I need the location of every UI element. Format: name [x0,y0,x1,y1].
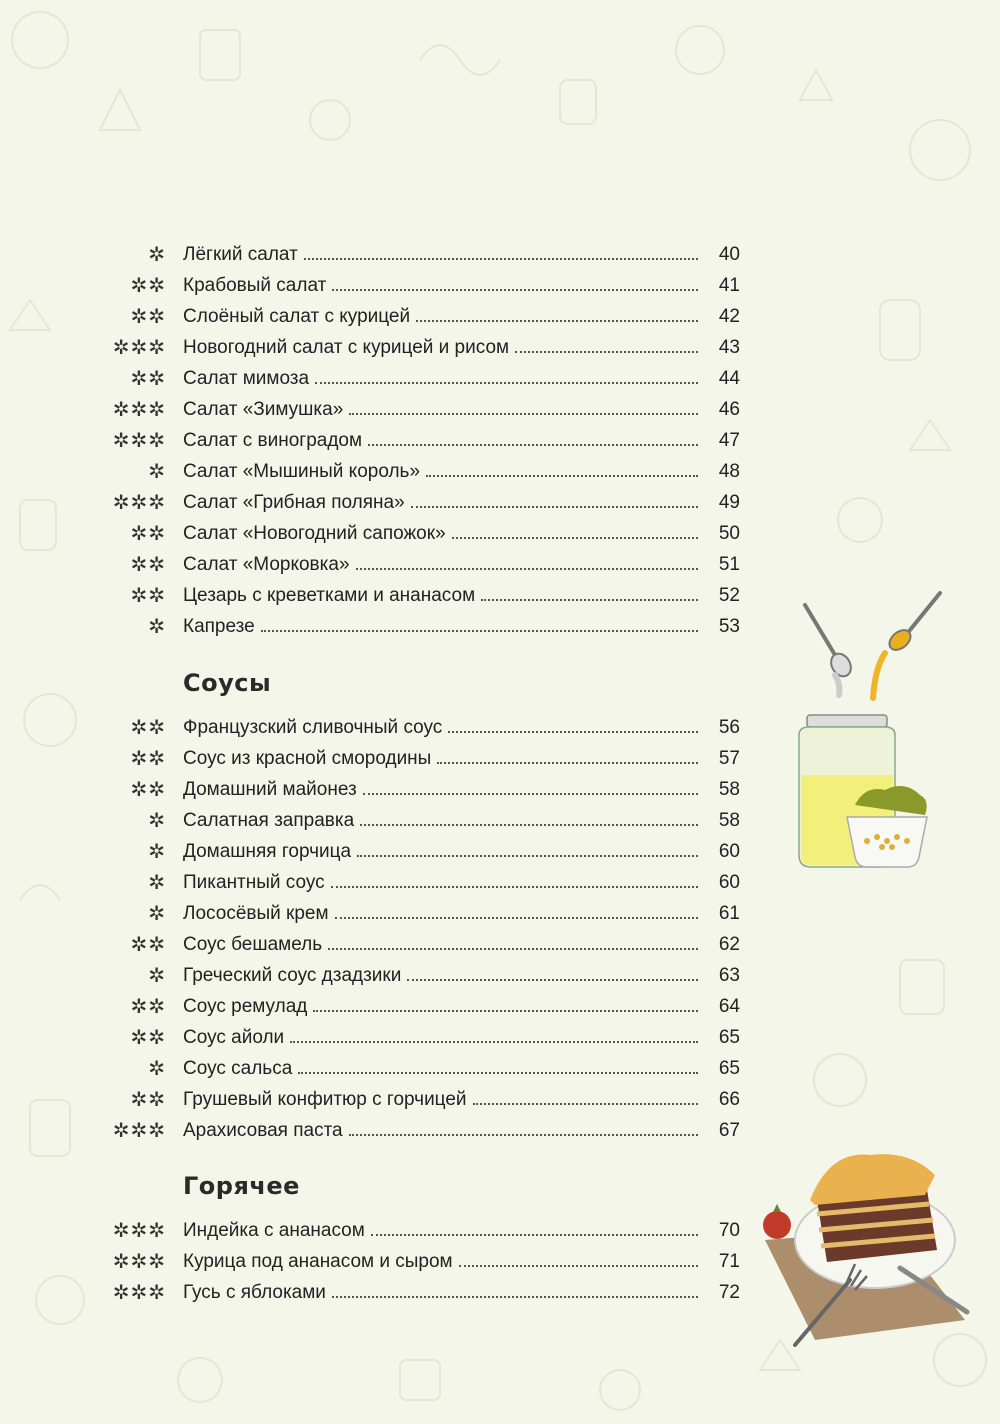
difficulty-stars: ✲✲ [130,934,166,956]
toc-entry[interactable] [100,992,740,1022]
entry-title: Пикантный соус [183,872,325,893]
toc-entry[interactable] [100,1216,740,1246]
page-number: 60 [718,872,740,893]
leader-dots [304,258,698,260]
toc-entry[interactable] [100,1247,740,1277]
page-number: 49 [718,492,740,513]
toc-entry[interactable] [100,899,740,929]
toc-entry[interactable] [100,713,740,743]
difficulty-stars: ✲✲ [130,779,166,801]
toc-entry[interactable] [100,961,740,991]
difficulty-stars: ✲✲ [130,523,166,545]
entry-title: Домашний майонез [183,779,357,800]
page-number: 42 [718,306,740,327]
difficulty-stars: ✲✲✲ [112,337,166,359]
difficulty-stars: ✲✲ [130,585,166,607]
leader-dots [360,824,698,826]
page-number: 53 [718,616,740,637]
leader-dots [473,1103,698,1105]
toc-entry[interactable] [100,806,740,836]
page-number: 70 [718,1220,740,1241]
page-number: 58 [718,810,740,831]
page-number: 43 [718,337,740,358]
page-number: 52 [718,585,740,606]
leader-dots [363,793,698,795]
page-number: 67 [718,1120,740,1141]
entry-title: Соус сальса [183,1058,293,1079]
entry-title: Домашняя горчица [183,841,352,862]
toc-entry[interactable] [100,1054,740,1084]
page-number: 60 [718,841,740,862]
entry-title: Салат «Новогодний сапожок» [183,523,446,544]
toc-entry[interactable] [100,519,740,549]
entry-title: Гусь с яблоками [183,1282,326,1303]
section-heading-hot-dishes: Горячее [183,1172,300,1200]
difficulty-stars: ✲✲ [130,1027,166,1049]
section-heading-sauces: Соусы [183,669,272,697]
entry-title: Новогодний салат с курицей и рисом [183,337,510,358]
entry-title: Курица под ананасом и сыром [183,1251,453,1272]
leader-dots [313,1010,698,1012]
page-number: 51 [718,554,740,575]
difficulty-stars: ✲✲✲ [112,1220,166,1242]
toc-entry[interactable] [100,426,740,456]
leader-dots [349,1134,698,1136]
difficulty-stars: ✲✲✲ [112,1251,166,1273]
entry-title: Салат «Мышиный король» [183,461,421,482]
leader-dots [368,444,698,446]
entry-title: Салат «Грибная поляна» [183,492,405,513]
leader-dots [349,413,698,415]
difficulty-stars: ✲✲✲ [112,1282,166,1304]
difficulty-stars: ✲✲ [130,306,166,328]
leader-dots [448,731,698,733]
page-number: 65 [718,1058,740,1079]
difficulty-stars: ✲ [148,965,166,987]
page-number: 63 [718,965,740,986]
difficulty-stars: ✲✲ [130,717,166,739]
leader-dots [459,1265,698,1267]
leader-dots [332,289,698,291]
difficulty-stars: ✲ [148,872,166,894]
leader-dots [437,762,698,764]
toc-entry[interactable] [100,395,740,425]
entry-title: Салат мимоза [183,368,310,389]
difficulty-stars: ✲✲ [130,368,166,390]
entry-title: Соус ремулад [183,996,308,1017]
leader-dots [371,1234,698,1236]
leader-dots [452,537,698,539]
page-number: 65 [718,1027,740,1048]
entry-title: Салатная заправка [183,810,355,831]
entry-title: Крабовый салат [183,275,327,296]
leader-dots [331,886,698,888]
page-number: 64 [718,996,740,1017]
toc-entry[interactable] [100,930,740,960]
toc-entry[interactable] [100,488,740,518]
leader-dots [328,948,698,950]
page-number: 47 [718,430,740,451]
leader-dots [411,506,698,508]
entry-title: Салат «Зимушка» [183,399,344,420]
page-number: 44 [718,368,740,389]
difficulty-stars: ✲ [148,903,166,925]
leader-dots [481,599,698,601]
entry-title: Слоёный салат с курицей [183,306,411,327]
leader-dots [298,1072,698,1074]
page-number: 72 [718,1282,740,1303]
difficulty-stars: ✲✲ [130,996,166,1018]
toc-entry[interactable] [100,364,740,394]
difficulty-stars: ✲ [148,461,166,483]
toc-entry[interactable] [100,744,740,774]
toc-entry[interactable] [100,1023,740,1053]
difficulty-stars: ✲✲ [130,748,166,770]
entry-title: Индейка с ананасом [183,1220,365,1241]
difficulty-stars: ✲✲✲ [112,492,166,514]
entry-title: Лёгкий салат [183,244,298,265]
leader-dots [515,351,698,353]
difficulty-stars: ✲ [148,616,166,638]
lasagna-plate-illustration [755,1140,980,1350]
difficulty-stars: ✲ [148,244,166,266]
page-number: 62 [718,934,740,955]
toc-entry[interactable] [100,271,740,301]
leader-dots [356,568,698,570]
difficulty-stars: ✲ [148,1058,166,1080]
leader-dots [407,979,698,981]
toc-entry[interactable] [100,1085,740,1115]
toc-entry[interactable] [100,837,740,867]
entry-title: Арахисовая паста [183,1120,343,1141]
toc-entry[interactable] [100,240,740,270]
toc-entry[interactable] [100,1116,740,1146]
page-number: 71 [718,1251,740,1272]
toc-entry[interactable] [100,457,740,487]
leader-dots [290,1041,698,1043]
entry-title: Французский сливочный соус [183,717,443,738]
page-number: 61 [718,903,740,924]
page-number: 50 [718,523,740,544]
page-number: 46 [718,399,740,420]
page-number: 48 [718,461,740,482]
difficulty-stars: ✲ [148,841,166,863]
page-number: 56 [718,717,740,738]
toc-entry[interactable] [100,612,740,642]
page-number: 41 [718,275,740,296]
entry-title: Соус из красной смородины [183,748,432,769]
difficulty-stars: ✲✲✲ [112,399,166,421]
entry-title: Соус бешамель [183,934,323,955]
toc-entry[interactable] [100,775,740,805]
entry-title: Греческий соус дзадзики [183,965,402,986]
difficulty-stars: ✲ [148,810,166,832]
difficulty-stars: ✲✲ [130,554,166,576]
leader-dots [315,382,698,384]
leader-dots [357,855,698,857]
entry-title: Лососёвый крем [183,903,329,924]
leader-dots [426,475,698,477]
toc-entry[interactable] [100,1278,740,1308]
toc-entry[interactable] [100,302,740,332]
leader-dots [335,917,698,919]
entry-title: Салат с виноградом [183,430,363,451]
toc-entry[interactable] [100,333,740,363]
jar-with-spoons-illustration [785,585,955,890]
toc-entry[interactable] [100,550,740,580]
entry-title: Соус айоли [183,1027,285,1048]
page-number: 40 [718,244,740,265]
entry-title: Грушевый конфитюр с горчицей [183,1089,467,1110]
difficulty-stars: ✲✲ [130,1089,166,1111]
entry-title: Салат «Морковка» [183,554,350,575]
difficulty-stars: ✲✲ [130,275,166,297]
difficulty-stars: ✲✲✲ [112,1120,166,1142]
toc-entry[interactable] [100,581,740,611]
toc-entry[interactable] [100,868,740,898]
page-number: 57 [718,748,740,769]
entry-title: Капрезе [183,616,255,637]
page-number: 58 [718,779,740,800]
leader-dots [416,320,698,322]
entry-title: Цезарь с креветками и ананасом [183,585,476,606]
page-number: 66 [718,1089,740,1110]
leader-dots [332,1296,698,1298]
leader-dots [261,630,698,632]
difficulty-stars: ✲✲✲ [112,430,166,452]
